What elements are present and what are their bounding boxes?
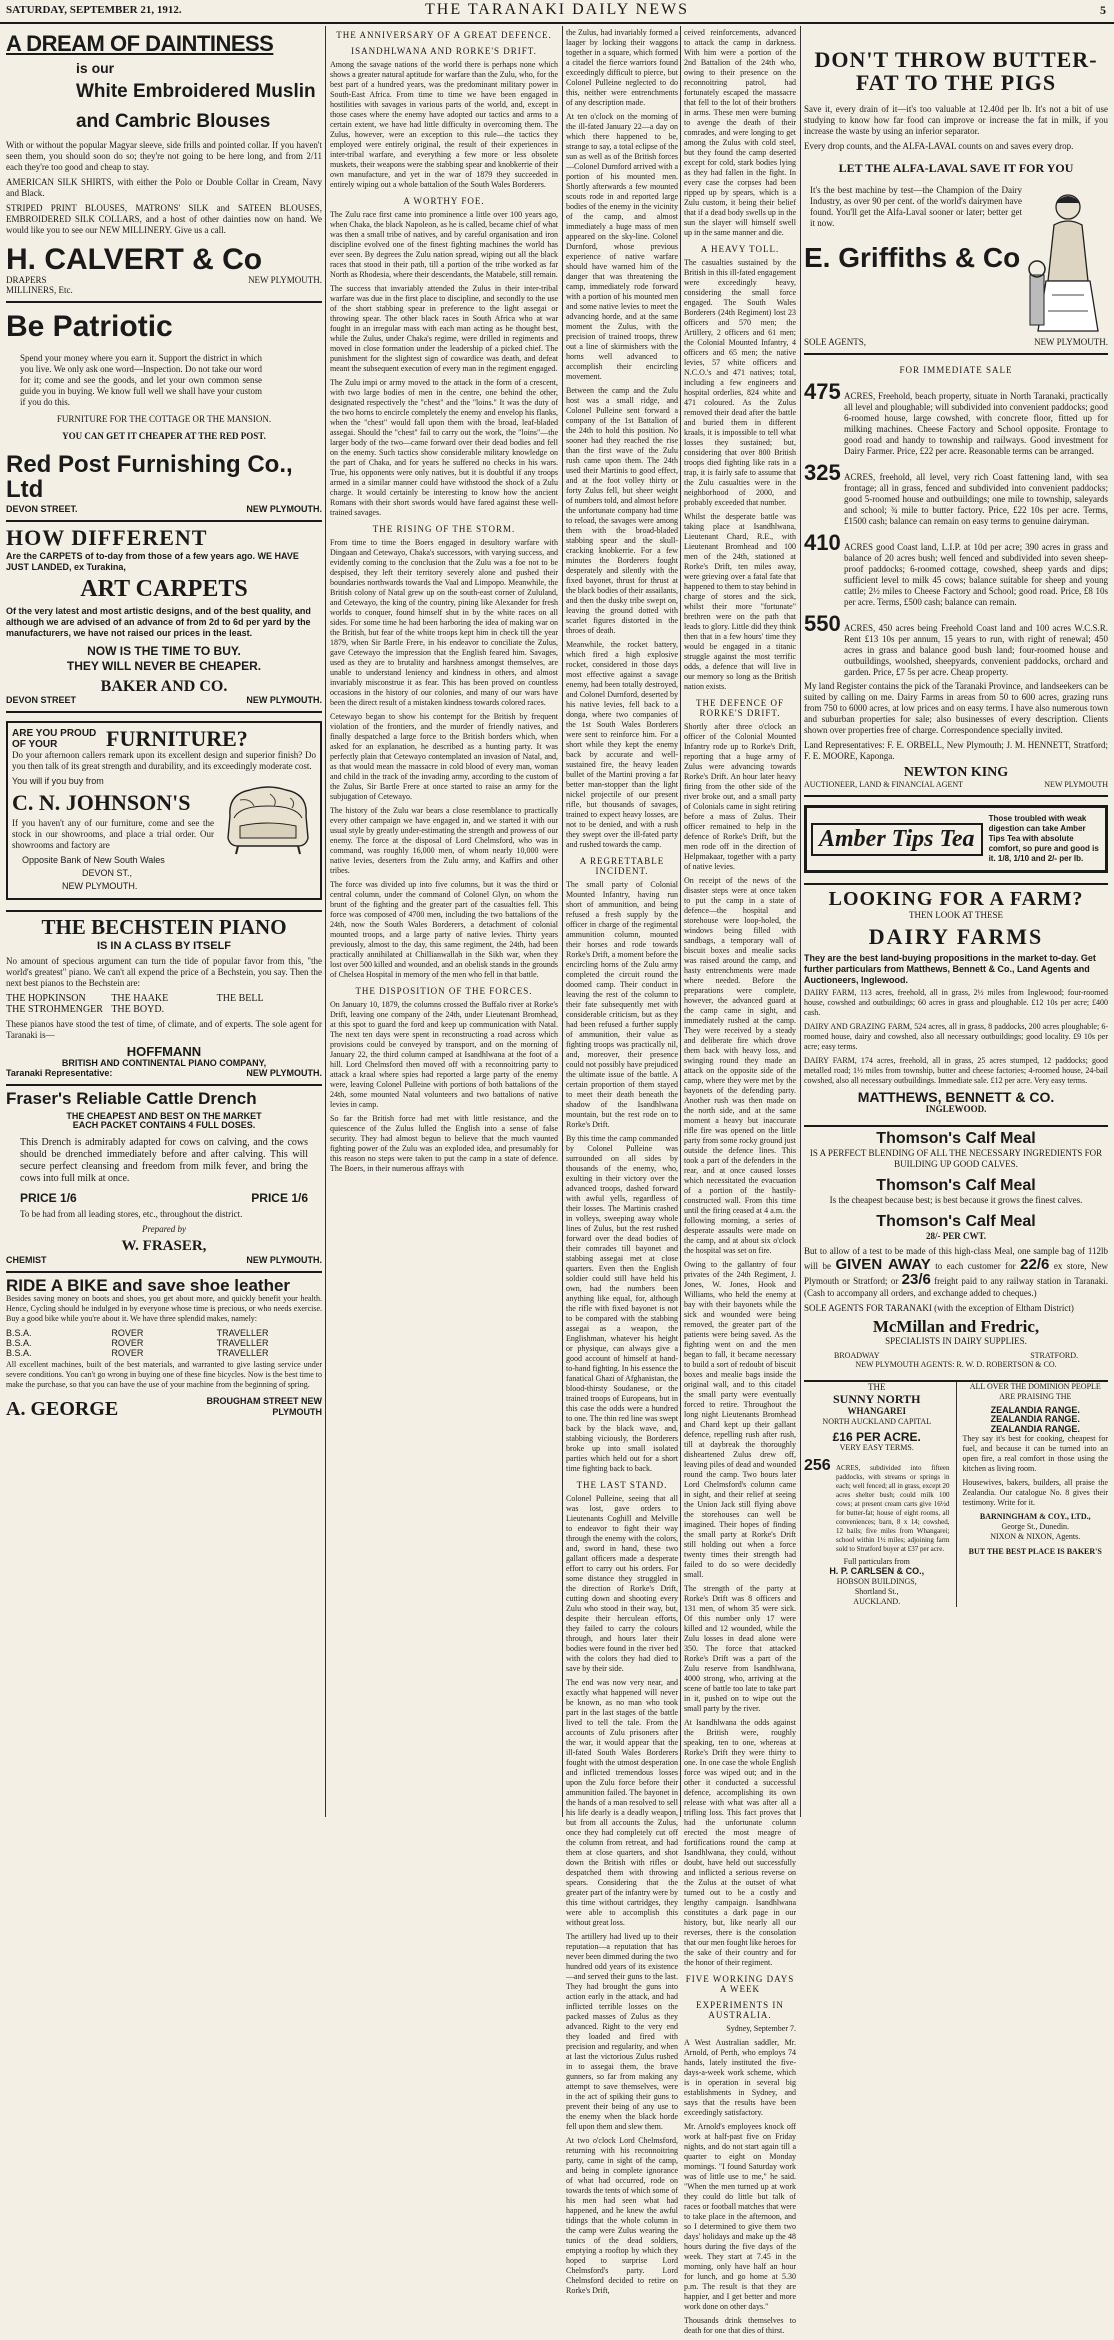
article-paragraph: the Zulus, had invariably formed a laager by locking their waggons together in a square, which formed a citadel the fierce warriors found exceedingly difficult to pierce, but Colonel Pulleine neglected to do this, neither were entrenchments of any description made. (566, 28, 678, 108)
calf-heading-3: Thomson's Calf Meal (804, 1214, 1108, 1231)
article-paragraph: The strength of the party at Rorke's Drift was 8 officers and 131 men, of whom 35 were sick. Of this number only 17 were killed and 12 wounded, while the Zulu losses in dead alone were 350. The force that attacked Rorke's Drift was a part of the Zulu reserve from Isandhlwana, 4000 strong, who, arriving at the scene of battle too late to take part in it, pushed on to wipe out the small party by the river. (684, 1584, 796, 1714)
article-subhead: THE DISPOSITION OF THE FORCES. (330, 986, 558, 996)
column-rule (800, 26, 801, 1817)
dairy-headline: LOOKING FOR A FARM? (804, 889, 1108, 910)
article-subhead: A REGRETTABLE INCIDENT. (566, 856, 678, 876)
george-address: BROUGHAM STREET NEW PLYMOUTH (202, 1396, 322, 1418)
george-bike-ad (6, 1273, 322, 1427)
dairy-farms-ad (804, 885, 1108, 1127)
article-paragraph: The end was now very near, and exactly what happened will never be known, as no man who took part in the last stages of the battle lived to tell the tale. From the accounts of Zulu prisoners after the war, it would appear that the ill-fated South Wales Borderers fought with the utmost desperation and inflicted tremendous losses upon the Zulu force before their ammunition failed. The bayonet in the hands of a man resolved to sell his life dearly is a deadly weapon, but from all accounts the Zulus, once they had completely cut off the column from retreat, and had them at close quarters, and shot down the British with rifles or despatched them with throwing spears. Considering that the greater part of the infantry were by this time without cartridges, they were able to accomplish this without great loss. (566, 1678, 678, 1928)
baker-closing-line: BUT THE BEST PLACE IS BAKER'S (963, 1546, 1109, 1557)
george-body: Besides saving money on boots and shoes, you get about more, and quickly benefit your health. Hence, Cycling should be indulged in by everyone whose time is precious, or who needs exercise. Buy a good bike while you're about it. We have three splendid makes, namely: (6, 1294, 322, 1324)
article-subtitle: ISANDHLWANA AND RORKE'S DRIFT. (330, 46, 558, 56)
dairy-sub: THEN LOOK AT THESE (804, 910, 1108, 921)
listing-acres: 475 (804, 379, 840, 405)
bike-model: TRAVELLER (217, 1348, 322, 1358)
johnson-body-2: If you haven't any of our furniture, come and see the stock in our showrooms, and place a trial order. Our showrooms and factory are (12, 818, 316, 851)
article-subhead: FIVE WORKING DAYS A WEEK (684, 1974, 796, 1994)
baker-body: Of the very latest and most artistic designs, and of the best quality, and although we are advised of an advance of from 2d to 6d per yard by the manufacturers, we have not raised our prices in the least. (6, 606, 322, 639)
calf-price-1: 22/6 (1020, 1256, 1049, 1273)
article-paragraph: At Isandhlwana the odds against the British were, roughly speaking, ten to one, whereas at Rorke's Drift they were thirty to one. In one case the whole English force was wiped out; and in the other it conducted a successful defence, accomplishing its own release with what was after all a trifling loss. This fact proves that had the unfortunate column erected the most meagre of fortifications round the camp at Isandhlwana, they could, without doubt, have held out successfully and inflicted a serious reverse on the Zulus at the outset of what turned out to be a costly and lengthy campaign. Isandhlwana constitutes a dark page in our history, but, like nearly all our reverses, there is the consolation that our men fought like heroes for the sake of their country and for the honor of their regiment. (684, 1718, 796, 1968)
fraser-drench-ad (6, 1086, 322, 1272)
article-paragraph: The success that invariably attended the Zulus in their inter-tribal warfare was due in the first place to discipline, and secondly to the use of the short stabbing spear in preference to the light assegai or throwing spear. The other black races in South Africa who at war fought in an irregular mass with each man acting as he thought best, while the Zulus, under Chaka's regime, were drilled in regiments and moved in close formation under the leadership of a picked chief. The punishment for the slightest sign of cowardice was death, and defeat meant the subsequent execution of every man in the regiment engaged. (330, 284, 558, 374)
calf-agents: SOLE AGENTS FOR TARANAKI (with the exception of Eltham District) (804, 1303, 1108, 1314)
fraser-chemist: CHEMIST (6, 1255, 47, 1265)
calvert-is-our: is our (76, 61, 322, 76)
bike-model-list (6, 1328, 322, 1358)
calf-price: 28/- PER CWT. (804, 1231, 1108, 1242)
article-paragraph: Meanwhile, the rocket battery, which fired a high explosive rocket, considered in those days most effective against a savage enemy, had been totally destroyed, and Colonel Durnford, deserted by his native levies, fell back to a donga, where two companies of the 1st South Wales Borderers were sent to reinforce him. For a short while they kept the enemy back by accurate and well-sustained fire, the heavy leaden bullet of the Martini proving a far better man-stopper than the light nickel projectile of our present rifle, but thousands of savages, trained to expect heavy losses, are not to be denied, and with a rush they swept over the ill-fated party and rushed towards the camp. (566, 640, 678, 850)
alfa-firm: E. Griffiths & Co (804, 243, 1108, 272)
baker-intro: Are the CARPETS of to-day from those of a few years ago. WE HAVE JUST LANDED, ex Turakina, (6, 551, 322, 573)
calf-give-away: GIVEN AWAY (835, 1256, 930, 1273)
fraser-prepared: Prepared by (6, 1224, 322, 1235)
red-post-town: NEW PLYMOUTH. (246, 504, 322, 514)
article-paragraph: At two o'clock Lord Chelmsford, returning with his reconnoitring party, came in sight of the camp, and being in complete ignorance of what had occurred, rode on towards the tents of which some of his men had seen what had happened, and he knew the awful tidings that the whole column in the camp were Zulus wearing the tunics of the dead soldiers, emptying a rooftop by which they hoped to surprise Lord Chelmsford's party. Lord Chelmsford decided to retire on Rorke's Drift, (566, 2136, 678, 2296)
listing-text: ACRES, freehold, all level, very rich Coast fattening land, with sea frontage; all in grass, fenced and subdivided into convenient paddocks; good 5-roomed house and outbuildings; one mile to township, saleyards and school; ¾ mile to butter factory. Price, £22 10s per acre. Terms, £1500 cash; balance can remain on easy terms to genuine dairyman. (844, 472, 1108, 527)
article-paragraph: The small party of Colonial Mounted Infantry, having run short of ammunition, and being refused a fresh supply by the officer in charge of the regimental ammunition column, mounted their horses and rode towards Rorke's Drift, a moment before the encircling horns of the Zulu army completed the circuit round the doomed camp. Their conduct in leaving the rest of the column to their fate subsequently met with considerable criticism, but as they had been refused a further supply of ammunition, their value as fighting troops was practically nil, and, moreover, their presence could not possibly have prejudiced the ultimate issue of the battle. A certain proportion of them stayed to meet their death beneath the shadow of the Isandhlwana mountain, but the rest rode on to Rorke's Drift. (566, 880, 678, 1130)
article-paragraph: Shortly after three o'clock an officer of the Colonial Mounted Infantry rode up to Rorke's Drift, reporting that a huge army of Zulus were advancing towards Rorke's Drift. An hour later heavy firing from the other side of the river broke out, and a small party of Colonials came in sight retiring before a mass of Zulus. Their officer remained to help in the defence of Rorke's Drift, but the men rode off in the direction of Helpmakaar, together with a party of native levies. (684, 722, 796, 872)
article-paragraph: A West Australian saddler, Mr. Arnold, of Perth, who employs 74 hands, lately instituted the five-days-a-week work scheme, which is in operation in several big establishments in Sydney, and says that the results have been exceedingly satisfactory. (684, 2038, 796, 2118)
article-paragraph: The Zulu race first came into prominence a little over 100 years ago, when Chaka, the black Napoleon, as he is called, became chief of what was then a small tribe of natives, and by careful organisation and iron discipline evolved one of the finest fighting machines the world has ever seen. By degrees the Zulu nation spread, wiping out all the black races that stood in their path, till a portion of the tribe worked as far North as Rhodesia, where their descendants, the Matabele, still remain. (330, 210, 558, 280)
zealandia-head: ALL OVER THE DOMINION PEOPLE ARE PRAISING THE (963, 1382, 1109, 1402)
fraser-price: 1/6 (291, 1191, 308, 1205)
zealandia-range: ZEALANDIA RANGE. (963, 1425, 1109, 1434)
red-post-headline: Be Patriotic (6, 311, 322, 343)
article-paragraph: Thousands drink themselves to death for one that dies of thirst. (684, 2316, 796, 2336)
fraser-town: NEW PLYMOUTH. (246, 1255, 322, 1265)
bike-model: ROVER (111, 1338, 216, 1348)
carlsen-place: WHANGAREI (804, 1406, 950, 1417)
newton-reps: Land Representatives: F. E. ORBELL, New Plymouth; J. M. HENNETT, Stratford; F. E. MOORE, Kaponga. (804, 740, 1108, 762)
calvert-striped: STRIPED PRINT BLOUSES, MATRONS' SILK and SATEEN BLOUSES, EMBROIDERED SILK COLLARS, and a host of other dainties now on hand. We would like you to see our NEW MILLINERY. Give us a call. (6, 203, 322, 236)
article-subhead: THE RISING OF THE STORM. (330, 524, 558, 534)
issue-date: SATURDAY, SEPTEMBER 21, 1912. (6, 4, 182, 16)
amber-tips-tea-ad (804, 797, 1108, 885)
carlsen-head-2: SUNNY NORTH (804, 1393, 950, 1406)
calf-addr-2: STRATFORD. (1030, 1351, 1078, 1360)
calvert-firm: H. CALVERT & Co (6, 244, 322, 276)
column-2-article (330, 28, 558, 1178)
article-paragraph: Cetewayo began to show his contempt for the British by frequent violation of the frontiers, and the murder of friendly natives, and finally despatched a large force to the British borders which, when asked for an explanation, he described as a hunting party. It was perfectly plain that Cetewayo contemplated an invasion of Natal, and, as that would mean the massacre in cold blood of every man, woman and child in the track of the invading army, according to the custom of the Zulus, Sir Bartle Frere at once started to raise an army for the subjugation of Cetewayo. (330, 712, 558, 802)
fraser-sub-2: EACH PACKET CONTAINS 4 FULL DOSES. (6, 1121, 322, 1130)
piano-sub: IS IN A CLASS BY ITSELF (6, 941, 322, 953)
calvert-town: NEW PLYMOUTH. (248, 275, 322, 295)
baker-art-carpets: ART CARPETS (6, 577, 322, 602)
johnson-address-3: NEW PLYMOUTH. (62, 881, 316, 892)
piano-firm: HOFFMANN (6, 1045, 322, 1059)
baker-never: THEY WILL NEVER BE CHEAPER. (6, 660, 322, 673)
alfa-agents: SOLE AGENTS, (804, 337, 866, 347)
article-paragraph: By this time the camp commanded by Colonel Pulleine was surrounded on all sides by thousands of the enemy, who, exulting in their victory over the advanced troops, dashed forward with awful yells, regardless of their losses. The Martinis crashed in volleys, sweeping away whole lines of Zulus, but the rest rushed forward over the dead bodies of their comrades till bayonet and stabbing assegai met at close quarters. Even then the English soldier could still have held his own, had the numbers been anything like equal, for, although the rifle with fixed bayonet is not to be compared with the stabbing assegai as a weapon, the Englishman, whatever his height or physique, can always give a good account of himself at hand-to-hand fighting. In his essence the fanatical Ghazi of Afghanistan, the blood-thirsty Soudanese, or the trained troops of Europeans, but in this case the odds were a hundred to one. The thin red line was swept back by the black wave, and, stabbing viciously, the Borderers broke up into small isolated parties which held out for a short time fighting back to back. (566, 1134, 678, 1474)
johnson-body: Do your afternoon callers remark upon its excellent design and superior finish? Do you then talk of its great strength and durability, and its exceedingly moderate cost. (12, 750, 316, 772)
zealandia-text: They say it's best for cooking, cheapest for fuel, and because it can be turned into an open fire, a real comfort in those using the kitchen as living room. (963, 1434, 1109, 1474)
carlsen-capital: NORTH AUCKLAND CAPITAL (804, 1417, 950, 1427)
carlsen-addr-2: Shortland St., (804, 1587, 950, 1597)
property-listing (804, 611, 1108, 678)
piano-maker: THE BELL (217, 993, 322, 1004)
column-rule (562, 26, 563, 1817)
article-paragraph: Colonel Pulleine, seeing that all was lost, gave orders to Lieutenants Coghill and Melville to endeavor to fight their way through the enemy with the colors, and, sword in hand, these two gallant officers made a desperate effort to carry out his orders. For some distance they struggled in the direction of Rorke's Drift, cutting down and shooting every Zulu who stood in their way, but, despite their herculean efforts, they failed to carry the colours through, and hours later their bodies were found in the river bed with the colors they had died to save by their side. (566, 1494, 678, 1674)
carlsen-terms: VERY EASY TERMS. (804, 1443, 950, 1453)
piano-maker: THE BOYD. (111, 1004, 216, 1015)
calvert-headline: A DREAM OF DAINTINESS (6, 32, 322, 55)
column-rule (680, 26, 681, 1817)
calf-offer-b: to each customer for (935, 1261, 1015, 1271)
dairymaid-separator-illustration (1028, 185, 1108, 335)
calvert-trade: DRAPERS MILLINERS, Etc. (6, 275, 96, 295)
article-paragraph: The Zulu impi or army moved to the attack in the form of a crescent, with two large bodies of men in the centre, one behind the other, designated respectively the "chest" and the "loins." It was the duty of the two horns to encircle completely the enemy and envelop his flanks, when the "chest" would fall upon them with the broad, leaf-bladed assegai. Should the "chest" fail to carry out the work, the "loins"—the larger body of the two—came forward over their dead bodies and fell on the enemy. Such tactics show considerable military knowledge on the part of Chaka, and for years he suffered no checks in his wars. True, his opponents were only natives, but it is doubtful if any troops armed in a similar manner could have withstood the shock of a Zulu charge. It would certainly be interesting to know how the ancient Romans with their short swords would have fared against these well-trained savages. (330, 378, 558, 518)
alfa-headline: DON'T THROW BUTTER-FAT TO THE PIGS (804, 48, 1108, 94)
johnson-headline-b: FURNITURE? (106, 727, 248, 750)
piano-maker: THE STROHMENGER (6, 1004, 111, 1015)
piano-maker: THE HOPKINSON (6, 993, 111, 1004)
zealandia-agents: NIXON & NIXON, Agents. (963, 1532, 1109, 1542)
article-paragraph: Whilst the desperate battle was taking place at Isandhlwana, Lieutenant Chard, R.E., with Lieutenant Bromhead and 100 men of the 24th, stationed at Rorke's Drift, ten miles away, were grieving over a fatal fate that happened to them to stay behind in charge of stores and the sick, whilst their more "fortunate" brethren were on the path that leads to glory. Little did they think then that in a few hours' time they would be engaged in a titanic struggle against the most terrific odds, a defence that will live in our memory so long as the British nation exists. (684, 512, 796, 692)
article-paragraph: The force was divided up into five columns, but it was the third or central column, under the command of Colonel Glyn, on whom the brunt of the fighting and the greater part of the casualties fell. This force was composed of 4700 men, including the two battalions of the 24th, now the South Wales Borderers, a detachment of colonial mounted troops, and a large party of native levies. Thirty years previously, almost to the day, this same regiment, the 24th, had been practically annihilated at Chillianwallah in the Sikh war, when they lost over 500 killed and wounded, and an obelisk stands in the grounds of Chelsea Hospital in memory of the men who fell in that battle. (330, 880, 558, 980)
piano-firm-2: BRITISH AND CONTINENTAL PIANO COMPANY, (6, 1059, 322, 1068)
newton-town: NEW PLYMOUTH (1044, 780, 1108, 789)
bike-model: B.S.A. (6, 1348, 111, 1358)
piano-rep: Taranaki Representative: (6, 1068, 112, 1078)
property-listing (804, 379, 1108, 457)
article-paragraph: Between the camp and the Zulu host was a small ridge, and Colonel Pulleine sent forward a company of the 1st Battalion of the 24th to hold this position. No sooner had they reached the rise than the first wave of the Zulu rush came upon them. The 24th used their Martinis to good effect, and at the foot volley thirty or forty Zulus fell, but sheer weight of numbers told, and almost before the unfortunate company had time to reload, the savages were among them with the broad-bladed stabbing spear and the skull-cracking knobkerrie. For a few minutes the Borderers fought desperately and silently with the fixed bayonet, thrust for thrust at the black bodies of their assailants, and then the dusky tribe swept on, leaving the ground dotted with scarlet figures distorted in the throes of death. (566, 386, 678, 636)
newton-body: My land Register contains the pick of the Taranaki Province, and landseekers can be suited by calling on me. Dairy Farms in areas from 50 to 600 acres, grazing runs from 750 to 6000 acres, at low prices and on easy terms. I have also numerous town and suburban properties for sale; also businesses of every description. Clients shown over properties free of charge. Correspondence specially invited. (804, 681, 1108, 736)
article-paragraph: On January 10, 1879, the columns crossed the Buffalo river at Rorke's Drift, leaving one company of the 24th, under Lieutenant Bromhead, at this spot to guard the ford and keep up communication with Natal. The next ten days were spent in reconstructing a road across which provisions could be conveyed by transport, and on the morning of January 22, the third column camped at Isandhlwana at the foot of a hill. Lord Chelmsford then moved off with a reconnoitring party to attack a kraal where spies had reported a large party of the enemy were, leaving Colonel Pulleine with portions of both battalions of the 24th, some mounted Natal volunteers and two battalions of native levies in camp. (330, 1000, 558, 1110)
red-post-cheaper: YOU CAN GET IT CHEAPER AT THE RED POST. (46, 431, 282, 442)
column-4-ads (804, 28, 1108, 1607)
baker-street: DEVON STREET (6, 695, 76, 705)
column-rule (325, 26, 326, 1817)
baker-town: NEW PLYMOUTH. (246, 695, 322, 705)
fraser-sub-1: THE CHEAPEST AND BEST ON THE MARKET (6, 1112, 322, 1121)
johnson-headline-a: ARE YOU PROUD OF YOUR (12, 729, 100, 750)
newton-title: FOR IMMEDIATE SALE (804, 365, 1108, 375)
newspaper-title: THE TARANAKI DAILY NEWS (0, 1, 1114, 19)
alfa-body-1: Save it, every drain of it—it's too valuable at 12.40d per lb. It's not a bit of use studying to know how far food can improve or increase the fat in milk, if you increase the waste by using an inferior separator. (804, 104, 1108, 137)
article-subhead: EXPERIMENTS IN AUSTRALIA. (684, 2000, 796, 2020)
johnson-furniture-ad (6, 713, 322, 912)
piano-town: NEW PLYMOUTH. (246, 1068, 322, 1078)
calf-offer-d: freight paid to any railway station in Taranaki. (Cash to accompany all orders, and exchange added to cheques.) (804, 1276, 1108, 1298)
piano-body: No amount of specious argument can turn the tide of popular favor from this, "the world's greatest" piano. We can't all expend the price of a Bechstein, you say. Then the next best pianos to the Bechstein are: (6, 956, 322, 989)
article-paragraph: At ten o'clock on the morning of the ill-fated January 22—a day on which there happened to be, strange to say, a total eclipse of the sun as well as of the British forces—Colonel Durnford arrived with a portion of his mounted men. Shortly afterwards a few mounted scouts rode in and reported large bodies of the enemy in the vicinity of the camp, and almost immediately a huge mass of men appeared on the sky-line. Colonel Durnford, whose previous experience of native warfare should have warned him of the danger that was threatening the camp, immediately rode forward with a portion of his mounted men and some native levies to meet the advancing horde, and at the same moment the Zulus, with the precision of trained troops, threw out a line of skirmishers with the horns well advanced to accomplish their encircling movement. (566, 112, 678, 382)
property-listing (804, 530, 1108, 608)
carlsen-addr-3: AUCKLAND. (804, 1597, 950, 1607)
article-paragraph: On receipt of the news of the disaster steps were at once taken to put the camp in a state of defence—the hospital and storehouse were loop-holed, the windows being filled with sandbags, a temporary wall of biscuit boxes and mealie sacks was raised around the camp, and hasty entrenchments were made where needed. Before the preparations were complete, however, the advanced guard at the camp came in sight, and immediately rushed at the camp. They were received by a steady and deliberate fire which drove them back with heavy loss, and swinging round they made an attack on the opposite side of the camp, where they were met by the bayonets of the defending party. Another rush was then made on the north side, and at the same moment a heavy but inaccurate rifle fire was opened on the little party from some rocky ground just outside the defence lines. This took a part of the defenders in the rear, and at once caused losses which necessitated the evacuation of a portion of the hastily-constructed wall. From this time until the firing ceased at 4 a.m. the following morning, a series of desperate assaults were made on the camp, and at about six o'clock the hospital was set on fire. (684, 876, 796, 1256)
red-post-street: DEVON STREET. (6, 504, 78, 514)
alfa-body-3: It's the best machine by test—the Champion of the Dairy Industry, as over 90 per cent. of the world's dairymen have found. You'll get the Alfa-Laval sooner or later; better get it now. (810, 185, 1102, 229)
listing-text: ACRES, Freehold, beach property, situate in North Taranaki, practically all level and ploughable; will subdivided into convenient paddocks; good 6-roomed house, large cowshed, with concrete floor, fitted up for milking machines. Cheese Factory and School opposite. Frontage to good road and handy to township and railways. Good investment for Dairy Farmer. Price, £22 per acre. Reasonable terms can be arranged. (844, 391, 1108, 457)
page-number: 5 (1100, 3, 1106, 18)
article-paragraph: The casualties sustained by the British in this ill-fated engagement were exceedingly heavy, considering the small force engaged. The South Wales Borderers (24th Regiment) lost 23 officers and 570 men; the Artillery, 2 officers and 61 men; the Colonial Mounted Infantry, 4 officers and 65 men; the native levies, 57 white officers and N.C.O.'s and 471 natives; total, including a few engineers and hospital orderlies, 824 white and 471 coloured. As the Zulus removed their dead after the battle and buried them in different kraals, it is impossible to tell what losses they sustained; but, considering that over 800 British troops died fighting like rats in a trap, it is fairly safe to assume that the Zulu casualties were in the neighborhood of 2000, and probably exceeded that number. (684, 258, 796, 508)
george-firm: A. GEORGE (6, 1399, 118, 1420)
listing-acres: 325 (804, 460, 840, 486)
article-paragraph: Owing to the gallantry of four privates of the 24th Regiment, J. Jones, W. Jones, Hook and Williams, who held the enemy at bay with their bayonets while the sick and wounded were being removed, the greater part of the patients were being saved. As the fighting went on and the men began to fall, it became necessary to build a sort of redoubt of biscuit boxes and mealie bags inside the original wall, and to this citadel the small party were eventually forced to retire. Throughout the long night Lieutenants Bromhead and Chard kept up their gallant defence, repelling rush after rush, till at daybreak the thoroughly disheartened Zulus drew off, leaving piles of dead and wounded round the camp. Two hours later Lord Chelmsford's column came in sight, and their relief at seeing the Union Jack still flying above the storehouses can well be imagined. Their hopes of finding the small party at Rorke's Drift still holding out when a force twenty times their strength had failed to do so were decidedly small. (684, 1260, 796, 1580)
calvert-line-2: and Cambric Blouses (76, 112, 322, 132)
johnson-address-2: DEVON ST., (82, 868, 316, 879)
zealandia-address: George St., Dunedin. (963, 1522, 1109, 1532)
fraser-body: This Drench is admirably adapted for cows on calving, and the cows should be drenched immediately before and after calving. This will secure perfect cleansing and freedom from milk fever, and bring the cows into full milk at once. (20, 1137, 308, 1185)
fraser-price-label: PRICE (251, 1191, 288, 1205)
calf-addr-3: NEW PLYMOUTH AGENTS: R. W. D. ROBERTSON & CO. (804, 1360, 1108, 1370)
article-paragraph: The artillery had lived up to their reputation—a reputation that has never been dimmed during the two hundred odd years of its existence—and served their guns to the last. They had brought the guns into action early in the attack, and had inflicted terrible losses on the packed masses of Zulus as they advanced. Right to the very end they loaded and fired with precision and regularity, and when at last the victorious Zulus rushed in to assegai them, the brave gunners, so far from making any attempt to save themselves, were in the act of spiking their guns to prevent their being of any use to the enemy when the black horde fell upon them and slew them. (566, 1932, 678, 2132)
carlsen-price: £16 PER ACRE. (804, 1431, 950, 1444)
calvert-silk: AMERICAN SILK SHIRTS, with either the Polo or Double Collar in Cream, Navy and Black. (6, 177, 322, 199)
article-paragraph: The history of the Zulu war bears a close resemblance to practically every other campaign we have engaged in, and we started it with our usual style by greatly under-estimating the strength and prowess of our enemy. The force at the disposal of Lord Chelmsford, who was in command, was roughly 16,000 men, of whom nearly 10,000 were native levies, deserters from the Zulu army, and Kaffirs and other tribes. (330, 806, 558, 876)
piano-stood: These pianos have stood the test of time, of climate, and of experts. The sole agent for Taranaki is— (6, 1019, 322, 1041)
article-paragraph: Mr. Arnold's employees knock off work at half-past five on Friday nights, and do not start again till a quarter to eight on Monday mornings. "I found Saturday work was of little use to me," he said. "When the men turned up at work they could do little but talk of races or football matches that were to take place in the afternoon, and so I determined to give them two days' holidays and make up the 48 hours during the five days of the week. They start at 7.45 in the morning, only have half an hour for lunch, and go home at 5.30 p.m. The result is that they are happier, and I get better and more work done on other days." (684, 2122, 796, 2312)
armchair-illustration (220, 776, 316, 856)
property-listing (804, 460, 1108, 527)
dairy-intro: They are the best land-buying propositions in the market to-day. Get further particulars from Matthews, Bennett & Co., Land Agents and Auctioneers, Inglewood. (804, 953, 1108, 986)
bike-model: B.S.A. (6, 1328, 111, 1338)
article-paragraph: From time to time the Boers engaged in desultory warfare with Dingaan and Cetewayo, Chaka's successors, with varying success, and evidently coming to the conclusion that the Zulu was a foe not to be despised, they left their territory severely alone and pushed their boundaries northwards towards the Vaal and Limpopo. Meanwhile, the British colony of Natal grew up on the south-east corner of Zululand, and Cetewayo, the king of the country, pining like Alexander for fresh worlds to conquer, found himself shut in by the white races on all sides. For some time he had been harboring the idea of making war on the British, but fear of the white troops kept him in check till the year 1879, when Sir Bartle Frere, in his endeavor to conciliate the Zulus, gave Cetewayo the impression that the English feared him. Savages, used as they are to brutality and harshness amongst themselves, are unable to understand leniency and kindness in others, and almost invariably misconstrue it as fear. This has been proved on countless occasions in the history of our colonies, and many of our wars have been the direct result of a mistaken kindness towards colored races. (330, 538, 558, 708)
red-post-firm: Red Post Furnishing Co., Ltd (6, 452, 322, 502)
baker-headline: HOW DIFFERENT (6, 526, 322, 549)
carlsen-acres: 256 (804, 1457, 832, 1475)
thomson-calf-meal-ad (804, 1127, 1108, 1382)
johnson-firm: C. N. JOHNSON'S (12, 791, 316, 814)
carlsen-firm: H. P. CARLSEN & CO., (804, 1567, 950, 1576)
calf-heading-2: Thomson's Calf Meal (804, 1178, 1108, 1195)
article-subhead: THE DEFENCE OF RORKE'S DRIFT. (684, 698, 796, 718)
bike-model: B.S.A. (6, 1338, 111, 1348)
johnson-help: You will if you buy from (12, 776, 316, 787)
amber-logo: Amber Tips Tea (811, 823, 983, 856)
fraser-price-label: PRICE (20, 1191, 57, 1205)
calf-price-2: 23/6 (902, 1271, 931, 1288)
george-body-2: All excellent machines, built of the best materials, and warranted to give lasting service under severe conditions. You can't go wrong in buying one of these fine bicycles. Now is the best time to make the purchase, so that you can have the use of your machine from the beginning of spring. (6, 1360, 322, 1390)
article-paragraph: ceived reinforcements, advanced to attack the camp in darkness. With him were a portion of the 2nd Battalion of the 24th who, owing to their presence on the reconnoitring patrol, had fortunately escaped the massacre that fell to the lot of their brothers in arms. These men were burning to avenge the death of their comrades, and were longing to get among the Zulus with cold steel, but they found the camp deserted except for cold, stark bodies lying as they had fallen in the fight. In every case the corpses had been ripped up by spears, which is a Zulu custom, it being their belief that if a dead body swells up in the sun the slayer will himself swell up in the same manner and die. (684, 28, 796, 238)
red-post-ad (6, 303, 322, 522)
calf-offer-a: But to allow of a test to be made of this high-class Meal, one sample bag of 112lb will be (804, 1246, 1108, 1271)
calf-heading-1: Thomson's Calf Meal (804, 1131, 1108, 1148)
article-subhead: THE LAST STAND. (566, 1480, 678, 1490)
calvert-ad (6, 28, 322, 303)
article-dateline: Sydney, September 7. (684, 2024, 796, 2034)
article-subhead: A WORTHY FOE. (330, 196, 558, 206)
listing-acres: 550 (804, 611, 840, 637)
amber-text: Those troubled with weak digestion can take Amber Tips Tea with absolute comfort, so pure and good is it. 1/8, 1/10 and 2/- per lb. (989, 814, 1101, 864)
calf-text-2: Is the cheapest because best; is best because it grows the finest calves. (804, 1195, 1108, 1206)
alfa-body-2: Every drop counts, and the ALFA-LAVAL counts on and saves every drop. (804, 141, 1108, 152)
alfa-tagline: LET THE ALFA-LAVAL SAVE IT FOR YOU (804, 162, 1108, 175)
newton-firm: NEWTON KING (804, 766, 1108, 781)
bike-model: TRAVELLER (217, 1338, 322, 1348)
zealandia-firm: BARNINGHAM & COY., LTD., (963, 1512, 1109, 1522)
article-paragraph: Among the savage nations of the world there is perhaps none which shows a greater natural aptitude for warfare than the Zulu, who, for the best part of a hundred years, was the predominant military power in South-East Africa. From time to time we have been engaged in hostilities with savages in various parts of the world, and, except in those cases where the enemy have adopted our tactics and arms to a certain extent, we have had little difficulty in overcoming them. The Zulus, however, were an exception to this rule—the tactics they employed were entirely original, the result of their experiences in inter-tribal warfare, and everything a few more or less obsolete muskets, their weapons were the stabbing spear and knobkerrie of their own manufacture, and yet in the war of 1879 they succeeded in entirely wiping out a whole battalion of the South Wales Borderers. (330, 60, 558, 190)
calvert-body: With or without the popular Magyar sleeve, side frills and pointed collar. If you haven't seen them, you should soon do so; they're not going to be here long, and from 2/11 each they're too good and cheap to stay. (6, 140, 322, 173)
dairy-town: INGLEWOOD. (804, 1104, 1108, 1115)
johnson-address-1: Opposite Bank of New South Wales (22, 855, 316, 866)
piano-headline: THE BECHSTEIN PIANO (6, 916, 322, 938)
zealandia-ad (956, 1382, 1109, 1607)
column-3b-article (684, 28, 796, 2340)
masthead (0, 0, 1114, 24)
baker-firm: BAKER AND CO. (6, 679, 322, 696)
baker-carpets-ad (6, 522, 322, 713)
dairy-title: DAIRY FARMS (804, 925, 1108, 948)
carlsen-ad (804, 1382, 950, 1607)
dairy-firm: MATTHEWS, BENNETT & CO. (804, 1090, 1108, 1105)
calf-firm: McMillan and Fredric, (804, 1318, 1108, 1336)
calf-text-1: IS A PERFECT BLENDING OF ALL THE NECESSARY INGREDIENTS FOR BUILDING UP GOOD CALVES. (804, 1148, 1108, 1170)
bike-model: TRAVELLER (217, 1328, 322, 1338)
calf-offer-c: ex store, New Plymouth or Stratford; or (804, 1261, 1108, 1287)
listing-text: ACRES good Coast land, L.I.P. at 10d per acre; 390 acres in grass and balance of 20 acres bush; well fenced and subdivided into seven sheep-proof paddocks; 6-roomed cottage, cowshed, sheep yards and dips; sufficient level to milk 45 cows; balance suitable for sheep and young cattle; 2½ miles to Cheese Factory and School; good road. Price, £8 10s per acre. Terms, £500 cash; balance can remain. (844, 542, 1108, 608)
column-3-article (566, 28, 678, 2300)
dairy-listing: DAIRY FARM, 174 acres, freehold, all in grass, 25 acres stumped, 12 paddocks; good metalled road; 1½ miles from township, butter and cheese factories; 4-roomed house, 24-bail cowshed, also all necessary outbuildings. Immediate sale. £12 per acre. Very easy terms. (804, 1056, 1108, 1086)
alfa-laval-ad (804, 28, 1108, 355)
article-paragraph: So far the British force had met with little resistance, and the quiescence of the Zulus lulled the English into a sense of false security. They had almost begun to believe that the much vaunted fighting power of the Zulu was an exploded idea, and presumably for this reason no steps were taken to put the camp in a state of defence. The Boers, in their numerous affrays with (330, 1114, 558, 1174)
calf-addr-1: BROADWAY (834, 1351, 880, 1360)
bechstein-piano-ad (6, 912, 322, 1086)
bike-model: ROVER (111, 1348, 216, 1358)
column-1-ads (6, 28, 322, 1426)
fraser-had: To be had from all leading stores, etc., throughout the district. (20, 1209, 308, 1220)
carlsen-addr-1: HOBSON BUILDINGS, (804, 1577, 950, 1587)
carlsen-text: ACRES, subdivided into fifteen paddocks, with streams or springs in each; well fenced; all in grass, except 20 acres shelter bush; could milk 100 cows; at present cream carts give 16½d for butter-fat; house of eight rooms, all conveniences; barn, 8 x 14; cowshed, 12 bails; five miles from Whangarei; school within 1½ miles; adjoining farm sold to Stratford buyer at £37 per acre. (836, 1464, 950, 1554)
baker-now: NOW IS THE TIME TO BUY. (6, 645, 322, 658)
dairy-listing: DAIRY FARM, 113 acres, freehold, all in grass, 2½ miles from Inglewood; four-roomed house, cowshed and outbuildings; 60 acres in grass and ploughable. £12 10s per acre; £400 cash. (804, 988, 1108, 1018)
zealandia-text-2: Housewives, bakers, builders, all praise the Zealandia. Our catalogue No. 8 gives their testimony. Write for it. (963, 1478, 1109, 1508)
zealandia-range: ZEALANDIA RANGE. (963, 1406, 1109, 1415)
bike-model: ROVER (111, 1328, 216, 1338)
alfa-town: NEW PLYMOUTH. (1034, 337, 1108, 347)
calf-spec: SPECIALISTS IN DAIRY SUPPLIES. (804, 1336, 1108, 1347)
fraser-price: 1/6 (60, 1191, 77, 1205)
red-post-body: Spend your money where you earn it. Support the district in which you live. We only ask one word—Inspection. Do not take our word for it; come and see the goods, and let your own common sense guide you in buying. We know full well we shall have your custom if you do this. (20, 353, 262, 408)
listing-acres: 410 (804, 530, 840, 556)
newton-king-ad (804, 355, 1108, 798)
fraser-firm: W. FRASER, (6, 1239, 322, 1255)
calvert-line-1: White Embroidered Muslin (76, 82, 322, 102)
bottom-ads (804, 1382, 1108, 1607)
carlsen-head-1: THE (804, 1382, 950, 1393)
zealandia-range: ZEALANDIA RANGE. (963, 1415, 1109, 1424)
listing-text: ACRES, 450 acres being Freehold Coast land and 100 acres W.C.S.R. Rent £13 10s per annum, 15 years to run, with right of renewal; 450 acres in grass and balance good bush land; four-roomed house and outbuildings, woolshed, sheepyards, convenient paddocks, orchard and garden. Price, £7 5s per acre. Cheap property. (844, 623, 1108, 678)
piano-maker: THE HAAKE (111, 993, 216, 1004)
carlsen-full: Full particulars from (804, 1557, 950, 1567)
article-subhead: A HEAVY TOLL. (684, 244, 796, 254)
fraser-headline: Fraser's Reliable Cattle Drench (6, 1090, 322, 1108)
dairy-listing: DAIRY AND GRAZING FARM, 524 acres, all in grass, 8 paddocks, 200 acres ploughable; 6-roomed house, dairy and cowshed, also all necessary outbuildings; good locality. £9 10s per acre; easy terms. (804, 1022, 1108, 1052)
george-headline: RIDE A BIKE and save shoe leather (6, 1277, 322, 1295)
newton-role: AUCTIONEER, LAND & FINANCIAL AGENT (804, 780, 963, 789)
article-title: THE ANNIVERSARY OF A GREAT DEFENCE. (330, 30, 558, 40)
red-post-furniture: FURNITURE FOR THE COTTAGE OR THE MANSION. (46, 414, 282, 425)
